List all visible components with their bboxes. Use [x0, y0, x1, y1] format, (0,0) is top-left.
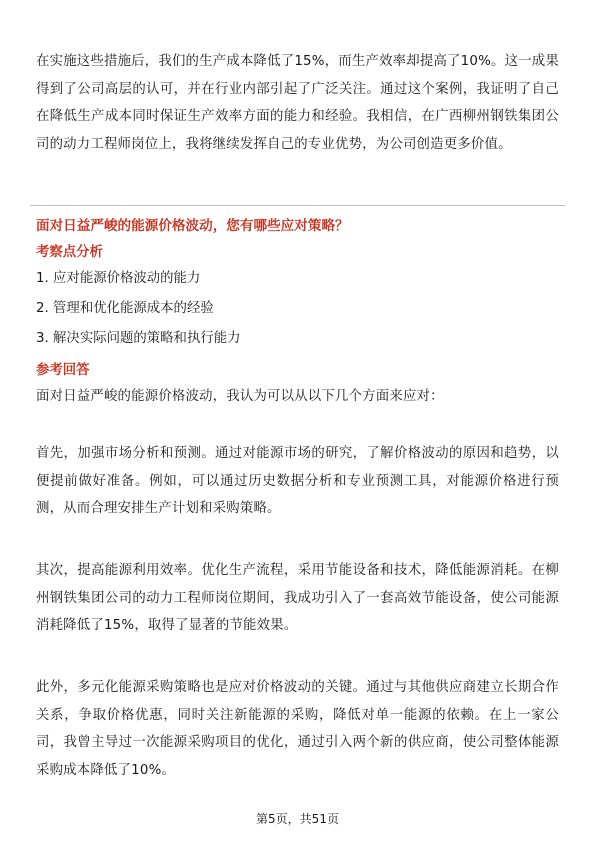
analysis-item: 3. 解决实际问题的策略和执行能力: [36, 331, 241, 346]
answer-paragraph: 面对日益严峻的能源价格波动，我认为可以从以下几个方面来应对：: [36, 389, 444, 404]
analysis-item: 2. 管理和优化能源成本的经验: [36, 301, 214, 316]
answer-paragraph: 首先，加强市场分析和预测。通过对能源市场的研究，了解价格波动的原因和趋势，以便提前做好准备。例如，可以通过历史数据分析和专业预测工具，对能源价格进行预测，从而合理安排生产计划和采购策略。: [36, 446, 559, 517]
question-title: 面对日益严峻的能源价格波动，您有哪些应对策略？: [36, 218, 349, 234]
answer-heading: 参考回答: [36, 363, 90, 378]
answer-paragraph: 此外，多元化能源采购策略也是应对价格波动的关键。通过与其他供应商建立长期合作关系，争取价格优惠，同时关注新能源的采购，降低对单一能源的依赖。在上一家公司，我曾主导过一次能源采购项目的优化，通过引入两个新的供应商，使公司整体能源采购成本降低了10%。: [36, 680, 559, 778]
page-number: 第5页，共51页: [256, 812, 339, 826]
section-divider: [30, 205, 565, 206]
answer-paragraph: 其次，提高能源利用效率。优化生产流程，采用节能设备和技术，降低能源消耗。在柳州钢铁集团公司的动力工程师岗位期间，我成功引入了一套高效节能设备，使公司能源消耗降低了15%，取得了显著的节能效果。: [36, 563, 559, 634]
analysis-item: 1. 应对能源价格波动的能力: [36, 271, 201, 286]
analysis-heading: 考察点分析: [36, 245, 103, 260]
intro-paragraph: 在实施这些措施后，我们的生产成本降低了15%，而生产效率却提高了10%。这一成果得到了公司高层的认可，并在行业内部引起了广泛关注。通过这个案例，我证明了自己在降低生产成本同时保证生产效率方面的能力和经验。我相信，在广西柳州钢铁集团公司的动力工程师岗位上，我将继续发挥自己的专业优势，为公司创造更多价值。: [36, 54, 559, 152]
